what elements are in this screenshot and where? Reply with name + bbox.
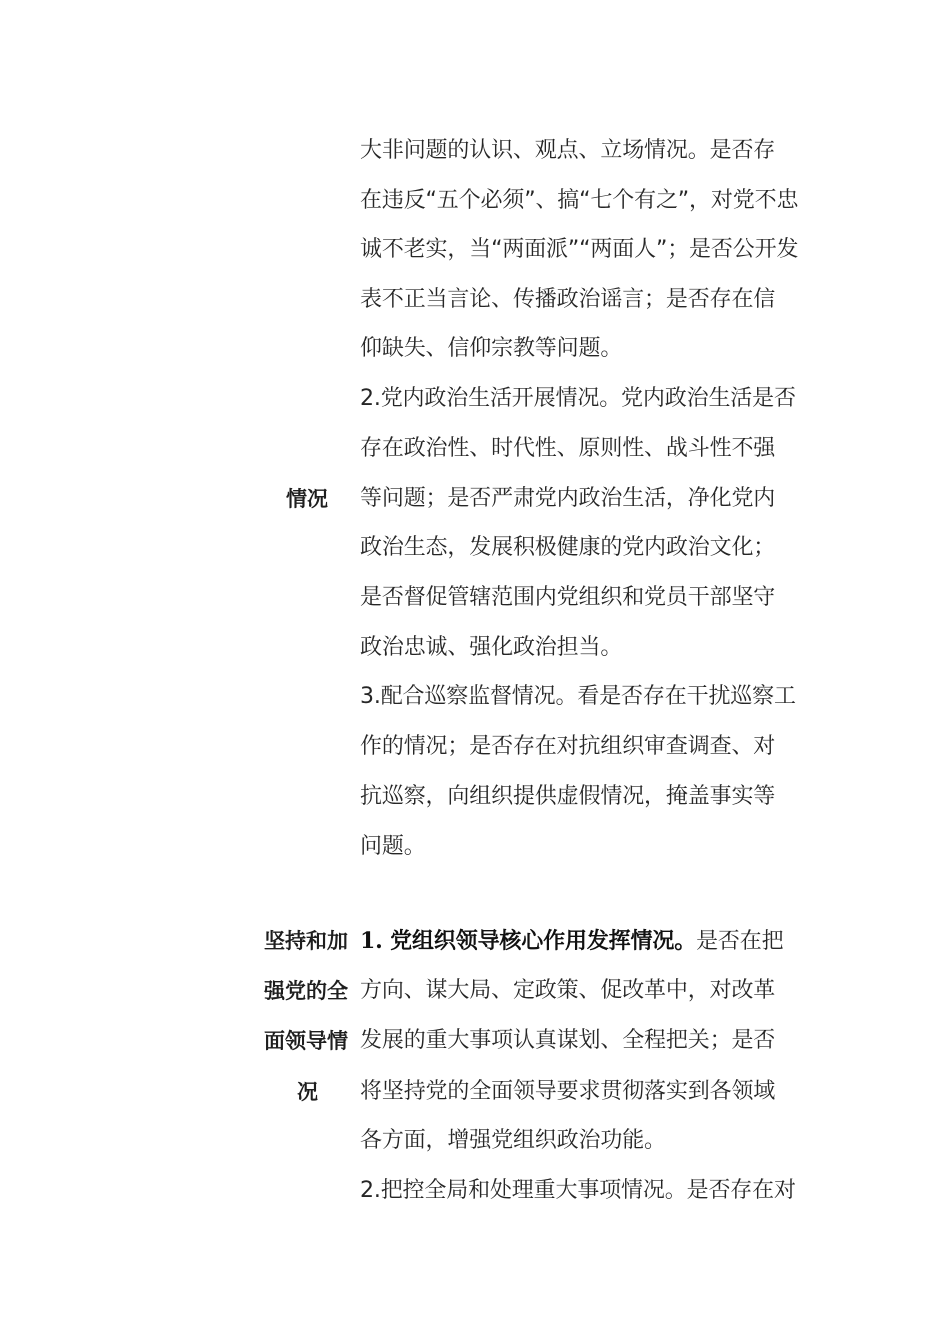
body-line: 政治忠诚、强化政治担当。 — [360, 635, 623, 660]
section-label: 情况 — [286, 487, 328, 511]
body-line: 诚不老实，当“两面派”“两面人”；是否公开发 — [360, 237, 799, 262]
body-line: 发展的重大事项认真谋划、全程把关；是否 — [360, 1028, 776, 1053]
body-line — [360, 926, 783, 957]
body-line: 抗巡察，向组织提供虚假情况，掩盖事实等 — [360, 784, 776, 809]
body-line: 2.把控全局和处理重大事项情况。是否存在对 — [360, 1178, 796, 1203]
body-line: 问题。 — [360, 834, 426, 859]
section-label-line: 面领导情 — [264, 1029, 348, 1053]
section-label-line: 况 — [297, 1080, 318, 1104]
body-line: 各方面，增强党组织政治功能。 — [360, 1128, 666, 1153]
section-label-line: 坚持和加 — [264, 929, 348, 953]
body-line: 作的情况；是否存在对抗组织审查调查、对 — [360, 734, 776, 759]
body-line: 仰缺失、信仰宗教等问题。 — [360, 336, 623, 361]
body-line: 政治生态，发展积极健康的党内政治文化； — [360, 535, 776, 560]
body-line: 大非问题的认识、观点、立场情况。是否存 — [360, 138, 776, 163]
body-line: 方向、谋大局、定政策、促改革中，对改革 — [360, 978, 776, 1003]
body-line: 表不正当言论、传播政治谣言；是否存在信 — [360, 287, 776, 312]
body-line: 3.配合巡察监督情况。看是否存在干扰巡察工 — [360, 684, 796, 709]
body-line: 将坚持党的全面领导要求贯彻落实到各领域 — [360, 1079, 776, 1104]
body-line: 2.党内政治生活开展情况。党内政治生活是否 — [360, 386, 796, 411]
body-line: 存在政治性、时代性、原则性、战斗性不强 — [360, 436, 776, 461]
body-line: 等问题；是否严肃党内政治生活，净化党内 — [360, 486, 776, 511]
body-line: 是否督促管辖范围内党组织和党员干部坚守 — [360, 585, 776, 610]
item-text: 是否在把 — [696, 929, 784, 954]
body-line: 在违反“五个必须”、搞“七个有之”，对党不忠 — [360, 188, 799, 213]
section-label-line: 强党的全 — [264, 979, 348, 1003]
item-heading: 1. 党组织领导核心作用发挥情况。 — [360, 928, 697, 954]
